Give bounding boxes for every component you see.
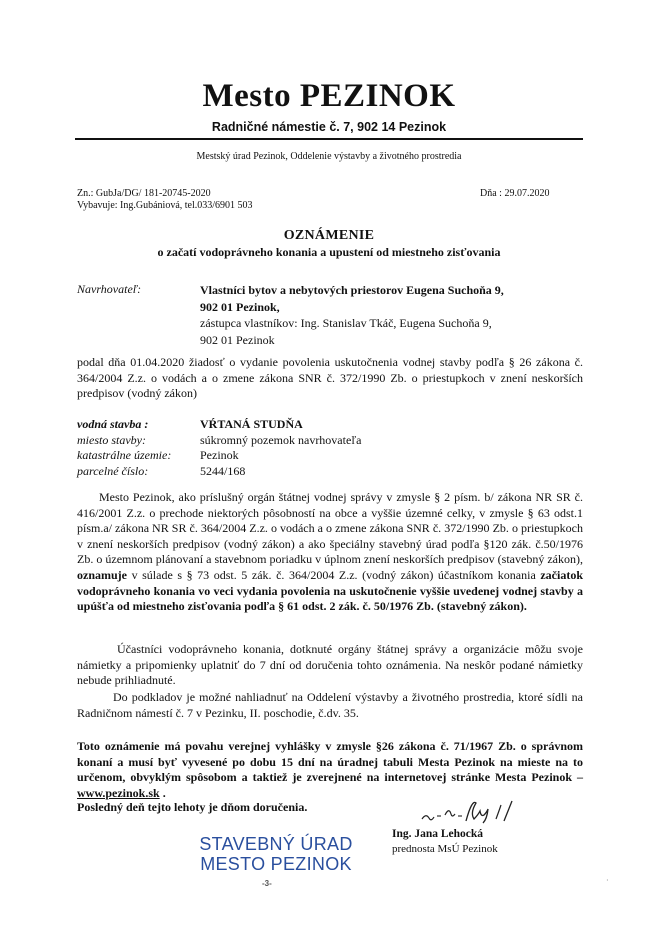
construction-label: parcelné číslo: (77, 463, 149, 478)
reference-number: Zn.: GubJa/DG/ 181-20745-2020 (77, 188, 211, 199)
applicant-line-4: 902 01 Pezinok (200, 332, 275, 347)
office-stamp (186, 834, 366, 874)
notice-heading: OZNÁMENIE (283, 228, 375, 243)
announces-word: oznamuje (77, 567, 127, 582)
applicant-details (200, 282, 590, 348)
request-paragraph: podal dňa 01.04.2020 žiadosť o vydanie povolenia uskutočnenia vodnej stavby podľa § 26 zákona č. 364/2004 Z.z. o vodách a o zmene zákona SNR č. 372/1990 Zb. o priestupkoch v znení neskorších predpisov (vodný zákon) (77, 355, 583, 401)
office-name: Mestský úrad Pezinok, Oddelenie výstavby a životného prostredia (196, 151, 462, 162)
construction-value: VŔTANÁ STUDŇA (200, 417, 303, 431)
signatory-name: Ing. Jana Lehocká (392, 828, 484, 840)
public-notice-paragraph (77, 739, 583, 801)
page-title: Mesto PEZINOK (202, 78, 456, 114)
header-divider (75, 138, 583, 140)
authority-text: Mesto Pezinok, ako príslušný orgán štátnej vodnej správy v zmysle § 2 písm. b/ zákona NR SR č. 416/2001 Z.z. o prechode niektorých pôsobností na obce a vyššie územné celky, v zmysle § 63 odst.1 písm.a/ zákona NR SR č. 364/2004 Z.z. o vodách a o zmene zákona SNR č. 372/1990 Zb. o priestupkoch v znení neskorších predpisov (vodný zákon) a ako špeciálny stavebný úrad podľa §120 zák. č.50/1976 Zb. o územnom plánovaní a stavebnom poriadku v úplnom znení neskorších predpisov (stavebný zákon), (77, 490, 583, 567)
city-website-link[interactable]: www.pezinok.sk (77, 785, 160, 800)
applicant-line-1: Vlastníci bytov a nebytových priestorov Eugena Suchoňa 9, (200, 283, 504, 297)
documents-paragraph: Do podkladov je možné nahliadnuť na Oddelení výstavby a životného prostredia, ktoré sídli na Radničnom námestí č. 7 v Pezinku, II. poschodie, č.dv. 35. (77, 690, 583, 720)
city-address: Radničné námestie č. 7, 902 14 Pezinok (211, 120, 447, 134)
objections-paragraph: Účastníci vodoprávneho konania, dotknuté orgány štátnej správy a organizácie môžu svoje námietky a pripomienky uplatniť do 7 dní od doručenia tohto oznámenia. Na neskôr podané námietky nebude prihliadnuté. (77, 642, 583, 688)
construction-value: Pezinok (200, 448, 239, 462)
applicant-line-2: 902 01 Pezinok, (200, 299, 280, 314)
reference-block (77, 188, 253, 211)
construction-row (77, 448, 362, 464)
document-date: Dňa : 29.07.2020 (480, 188, 550, 199)
construction-label: vodná stavba : (77, 417, 149, 431)
applicant-line-3: zástupca vlastníkov: Ing. Stanislav Tkáč, Eugena Suchoňa 9, (200, 316, 492, 330)
deadline-note: Posledný deň tejto lehoty je dňom doručenia. (77, 800, 308, 814)
proceeding-start-text: začiatok vodoprávneho konania vo veci vydania povolenia na uskutočnenie vyššie uvedenej vodnej stavby a upúšťa od miestneho zisťovania podľa § 61 odst. 2 zák. č. 50/1976 Zb. (stavebný zákon). (77, 567, 583, 614)
construction-value: súkromný pozemok navrhovateľa (200, 432, 362, 447)
construction-label: miesto stavby: (77, 432, 146, 447)
handwritten-signature (418, 797, 528, 831)
applicant-label: Navrhovateľ: (77, 282, 142, 296)
signatory-role: prednosta MsÚ Pezinok (392, 843, 498, 855)
authority-paragraph (77, 490, 583, 615)
construction-row (77, 464, 362, 480)
stamp-line-2: MESTO PEZINOK (200, 854, 352, 874)
construction-row (77, 417, 362, 433)
handled-by: Vybavuje: Ing.Gubániová, tel.033/6901 503 (77, 199, 253, 211)
construction-details (77, 417, 362, 479)
scan-mark: · (606, 876, 609, 885)
construction-value: 5244/168 (200, 463, 246, 478)
stamp-number: -3- (262, 879, 272, 888)
stamp-line-1: STAVEBNÝ ÚRAD (199, 834, 353, 854)
public-notice-text: Toto oznámenie má povahu verejnej vyhlášky v zmysle §26 zákona č. 71/1967 Zb. o správnom konaní a musí byť vyvesené po dobu 15 dní na úradnej tabuli Mesta Pezinok na mieste na to určenom, obvyklým spôsobom a taktiež je zverejnené na internetovej stránke Mesta Pezinok – (77, 739, 583, 785)
authority-text-mid: v súlade s § 73 odst. 5 zák. č. 364/2004 Z.z. (vodný zákon) účastníkom konania (127, 567, 541, 582)
notice-subheading: o začatí vodoprávneho konania a upustení od miestneho zisťovania (157, 245, 501, 259)
public-notice-end: . (159, 785, 166, 800)
construction-row (77, 433, 362, 449)
construction-label: katastrálne územie: (77, 448, 172, 462)
